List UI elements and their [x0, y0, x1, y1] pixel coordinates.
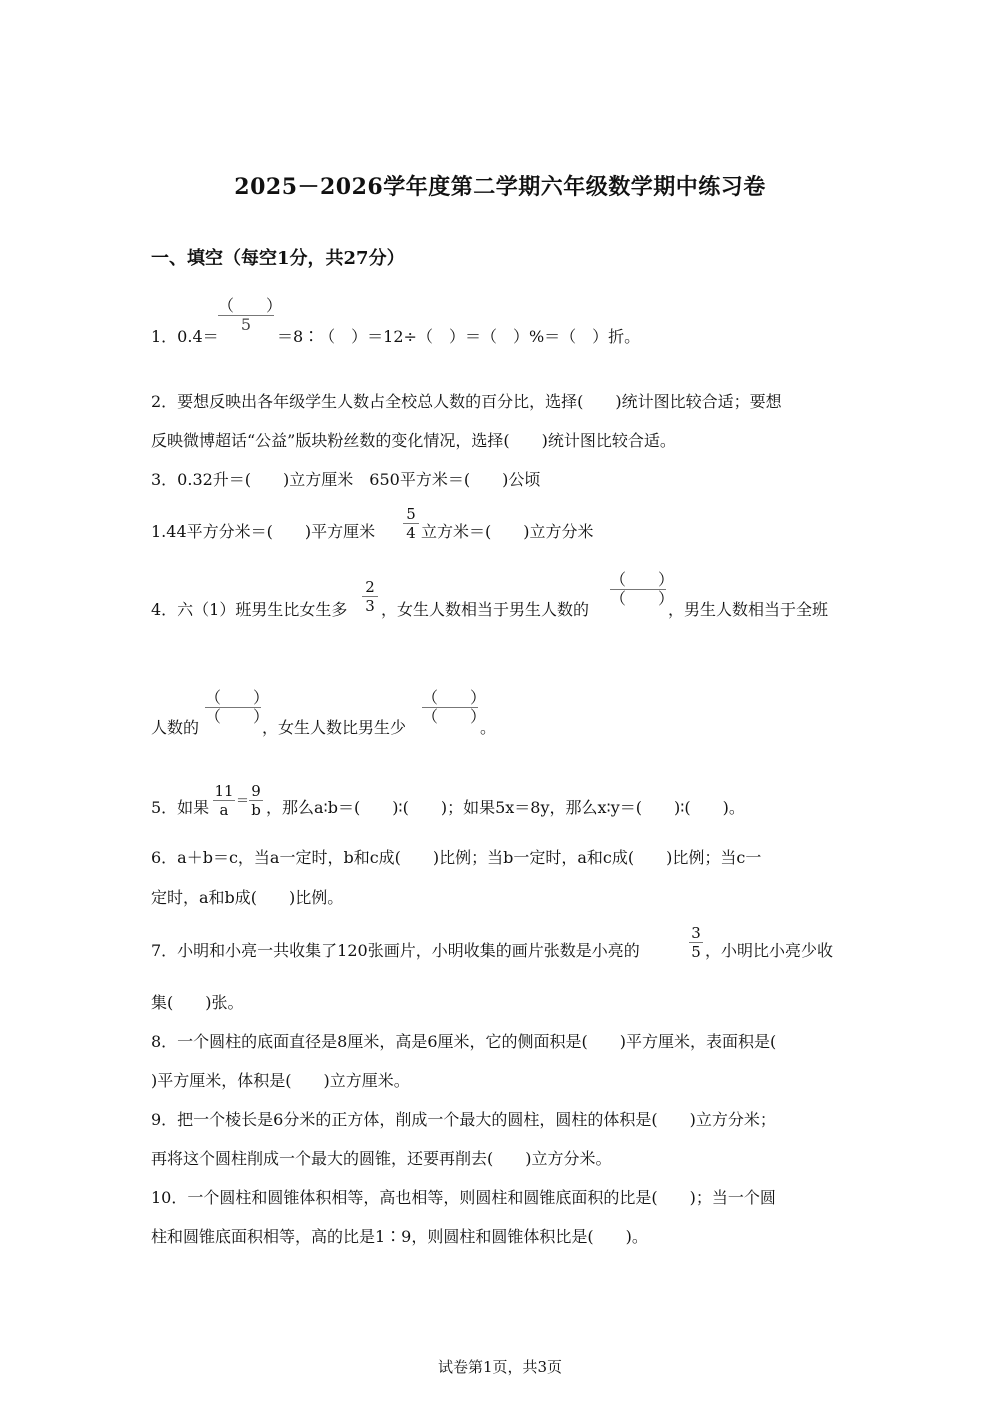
q5-equals: ＝	[236, 794, 250, 809]
q4-text-e: ，女生人数比男生少	[262, 718, 407, 737]
q7-line2: 集( )张。	[151, 993, 244, 1012]
blank-numerator: （ ）	[610, 570, 675, 589]
q8-line1: 8．一个圆柱的底面直径是8厘米，高是6厘米，它的侧面积是( )平方厘米，表面积是(	[151, 1032, 777, 1051]
blank-denominator: （ ）	[610, 589, 675, 608]
q4-text-c: ，男生人数相当于全班	[668, 600, 829, 619]
q4-blank-fraction-3	[422, 688, 487, 726]
q2-line1: 2．要想反映出各年级学生人数占全校总人数的百分比，选择( )统计图比较合适；要想	[151, 392, 782, 411]
q4-text-d: 人数的	[151, 718, 200, 737]
q9-line1: 9．把一个棱长是6分米的正方体，削成一个最大的圆柱，圆柱的体积是( )立方分米；	[151, 1110, 776, 1129]
q3-fraction-denominator: 4	[406, 524, 416, 542]
q5-fraction1-numerator: 11	[214, 782, 234, 800]
q7-fraction-numerator: 3	[691, 924, 701, 942]
q3-fraction	[403, 505, 419, 542]
q1-fraction-denominator: 5	[240, 315, 252, 334]
q1-prefix: 1．0.4＝	[151, 327, 219, 346]
q1-suffix: ＝8∶（ ）＝12÷（ ）＝（ ）%＝（ ）折。	[277, 327, 641, 346]
q5-text-b: ，那么a∶b＝( )∶( )；如果5x＝8y，那么x∶y＝( )∶( )。	[266, 798, 745, 817]
q3-line2a: 1.44平方分米＝( )平方厘米	[151, 522, 376, 541]
q7-text-a: 7．小明和小亮一共收集了120张画片，小明收集的画片张数是小亮的	[151, 941, 640, 960]
q5-fraction2-denominator: b	[251, 801, 261, 819]
q4-blank-fraction-2	[205, 688, 270, 726]
q4-fraction-denominator: 3	[365, 597, 375, 615]
q4-text-f: 。	[480, 718, 497, 737]
q5-fraction2-numerator: 9	[251, 782, 261, 800]
q4-blank-fraction-1	[610, 570, 675, 608]
exam-title: 2025－2026学年度第二学期六年级数学期中练习卷	[234, 174, 766, 200]
q3-fraction-numerator: 5	[406, 505, 416, 523]
blank-denominator: （ ）	[205, 707, 270, 726]
q4-fraction-two-thirds	[362, 578, 378, 615]
q2-line2: 反映微博超话“公益”版块粉丝数的变化情况，选择( )统计图比较合适。	[151, 431, 676, 450]
q5-fraction1-denominator: a	[219, 801, 229, 819]
q7-fraction-denominator: 5	[691, 943, 701, 961]
blank-numerator: （ ）	[205, 688, 270, 707]
q1-fraction-numerator: （ ）	[218, 296, 283, 315]
section-heading-fill-in: 一、填空（每空1分，共27分）	[151, 248, 405, 269]
blank-denominator: （ ）	[422, 707, 487, 726]
q9-line2: 再将这个圆柱削成一个最大的圆锥，还要再削去( )立方分米。	[151, 1149, 612, 1168]
q7-text-b: ，小明比小亮少收	[705, 941, 834, 960]
q4-fraction-numerator: 2	[365, 578, 375, 596]
q5-text-a: 5．如果	[151, 798, 210, 817]
page-footer: 试卷第1页，共3页	[437, 1358, 563, 1376]
q10-line2: 柱和圆锥底面积相等，高的比是1∶9，则圆柱和圆锥体积比是( )。	[151, 1227, 648, 1246]
q6-line1: 6．a＋b＝c，当a一定时，b和c成( )比例；当b一定时，a和c成( )比例；当c一	[151, 848, 762, 867]
q1-fraction	[218, 296, 283, 334]
q3-line2b: 立方米＝( )立方分米	[421, 522, 594, 541]
q5-fraction-9-over-b	[249, 782, 263, 819]
blank-numerator: （ ）	[422, 688, 487, 707]
q4-text-b: ，女生人数相当于男生人数的	[381, 600, 590, 619]
q4-text-a: 4．六（1）班男生比女生多	[151, 600, 348, 619]
q8-line2: )平方厘米，体积是( )立方厘米。	[151, 1071, 410, 1090]
q6-line2: 定时，a和b成( )比例。	[151, 888, 344, 907]
q7-fraction-three-fifths	[689, 924, 703, 961]
q5-fraction-11-over-a	[213, 782, 235, 819]
q3-line1: 3．0.32升＝( )立方厘米 650平方米＝( )公顷	[151, 470, 541, 489]
q10-line1: 10．一个圆柱和圆锥体积相等，高也相等，则圆柱和圆锥底面积的比是( )；当一个圆	[151, 1188, 776, 1207]
